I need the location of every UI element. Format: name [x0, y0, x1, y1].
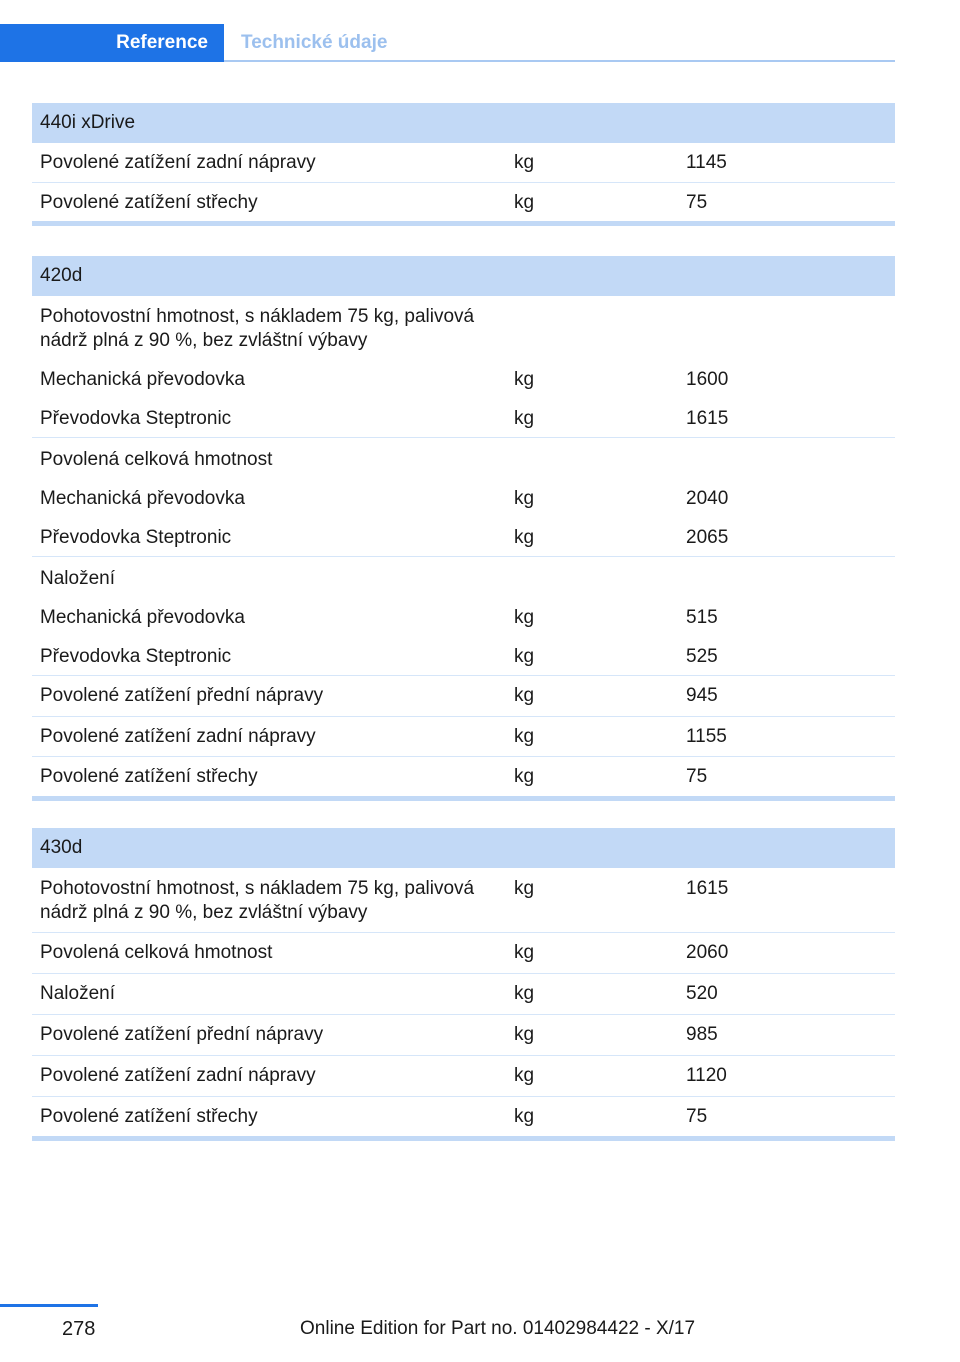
table-row	[32, 635, 895, 676]
edition-note: Online Edition for Part no. 01402984422 - X/17	[300, 1318, 696, 1339]
row-label: Povolené zatížení střechy	[40, 766, 258, 787]
table-row	[32, 397, 895, 438]
table-row	[32, 358, 895, 397]
row-value: 1615	[686, 878, 729, 899]
page-number: 278	[62, 1318, 96, 1340]
table-title: 430d	[32, 828, 895, 868]
row-label: Povolené zatížení střechy	[40, 192, 258, 213]
table-row	[32, 1056, 895, 1097]
row-value: 2060	[686, 942, 729, 963]
row-value: 520	[686, 983, 718, 1004]
row-label: Pohotovostní hmotnost, s nákladem 75 kg, palivová nádrž plná z 90 %, bez zvláštní výbavy	[40, 878, 475, 923]
row-label: Povolené zatížení přední nápravy	[40, 1024, 324, 1045]
table-row	[32, 183, 895, 221]
page-header	[0, 24, 895, 62]
row-value: 75	[686, 766, 708, 787]
row-unit: kg	[514, 527, 535, 548]
row-unit: kg	[514, 1024, 535, 1045]
row-label: Povolené zatížení zadní nápravy	[40, 726, 316, 747]
row-value: 1155	[686, 726, 727, 747]
row-label: Mechanická převodovka	[40, 369, 245, 390]
row-unit: kg	[514, 726, 535, 747]
row-value: 515	[686, 607, 718, 628]
row-value: 1615	[686, 408, 729, 429]
row-value: 2065	[686, 527, 729, 548]
row-unit: kg	[514, 646, 535, 667]
table-row	[32, 296, 895, 358]
row-unit: kg	[514, 983, 535, 1004]
row-unit: kg	[514, 369, 535, 390]
row-value: 1145	[686, 152, 727, 173]
row-label: Naložení	[40, 568, 115, 589]
row-unit: kg	[514, 1065, 535, 1086]
spec-table-420d	[32, 256, 895, 801]
row-label: Mechanická převodovka	[40, 488, 245, 509]
table-end-bar	[32, 1136, 895, 1141]
spec-table-440i-xdrive	[32, 103, 895, 226]
row-label: Povolené zatížení zadní nápravy	[40, 152, 316, 173]
row-value: 1120	[686, 1065, 727, 1086]
row-label: Převodovka Steptronic	[40, 408, 232, 429]
tab-technicke-udaje[interactable]: Technické údaje	[241, 32, 388, 53]
row-unit: kg	[514, 685, 535, 706]
row-label: Naložení	[40, 983, 115, 1004]
tab-reference[interactable]: Reference	[0, 24, 224, 62]
row-label: Pohotovostní hmotnost, s nákladem 75 kg, palivová nádrž plná z 90 %, bez zvláštní výbavy	[40, 306, 475, 351]
spec-table-430d	[32, 828, 895, 1141]
row-unit: kg	[514, 766, 535, 787]
table-title: 440i xDrive	[32, 103, 895, 143]
row-unit: kg	[514, 607, 535, 628]
table-row	[32, 1097, 895, 1136]
row-unit: kg	[514, 152, 535, 173]
row-value: 75	[686, 192, 708, 213]
table-row	[32, 477, 895, 516]
row-value: 945	[686, 685, 718, 706]
row-value: 1600	[686, 369, 729, 390]
table-row	[32, 1015, 895, 1056]
table-row	[32, 438, 895, 477]
row-label: Povolená celková hmotnost	[40, 449, 273, 470]
row-value: 985	[686, 1024, 718, 1045]
row-label: Převodovka Steptronic	[40, 527, 232, 548]
row-label: Povolené zatížení zadní nápravy	[40, 1065, 316, 1086]
row-label: Povolená celková hmotnost	[40, 942, 273, 963]
row-label: Povolené zatížení přední nápravy	[40, 685, 324, 706]
table-row	[32, 557, 895, 596]
row-unit: kg	[514, 192, 535, 213]
table-end-bar	[32, 796, 895, 801]
table-row	[32, 516, 895, 557]
table-row	[32, 868, 895, 933]
table-row	[32, 757, 895, 796]
row-label: Převodovka Steptronic	[40, 646, 232, 667]
row-value: 75	[686, 1106, 708, 1127]
header-divider	[224, 60, 895, 62]
table-end-bar	[32, 221, 895, 226]
footer-accent-line	[0, 1304, 98, 1307]
table-row	[32, 143, 895, 183]
table-row	[32, 717, 895, 757]
table-row	[32, 596, 895, 635]
table-row	[32, 974, 895, 1015]
row-label: Mechanická převodovka	[40, 607, 245, 628]
table-row	[32, 933, 895, 974]
row-value: 525	[686, 646, 718, 667]
row-label: Povolené zatížení střechy	[40, 1106, 258, 1127]
row-unit: kg	[514, 488, 535, 509]
row-unit: kg	[514, 942, 535, 963]
row-unit: kg	[514, 1106, 535, 1127]
table-title: 420d	[32, 256, 895, 296]
row-unit: kg	[514, 878, 535, 899]
row-value: 2040	[686, 488, 729, 509]
table-row	[32, 676, 895, 717]
row-unit: kg	[514, 408, 535, 429]
